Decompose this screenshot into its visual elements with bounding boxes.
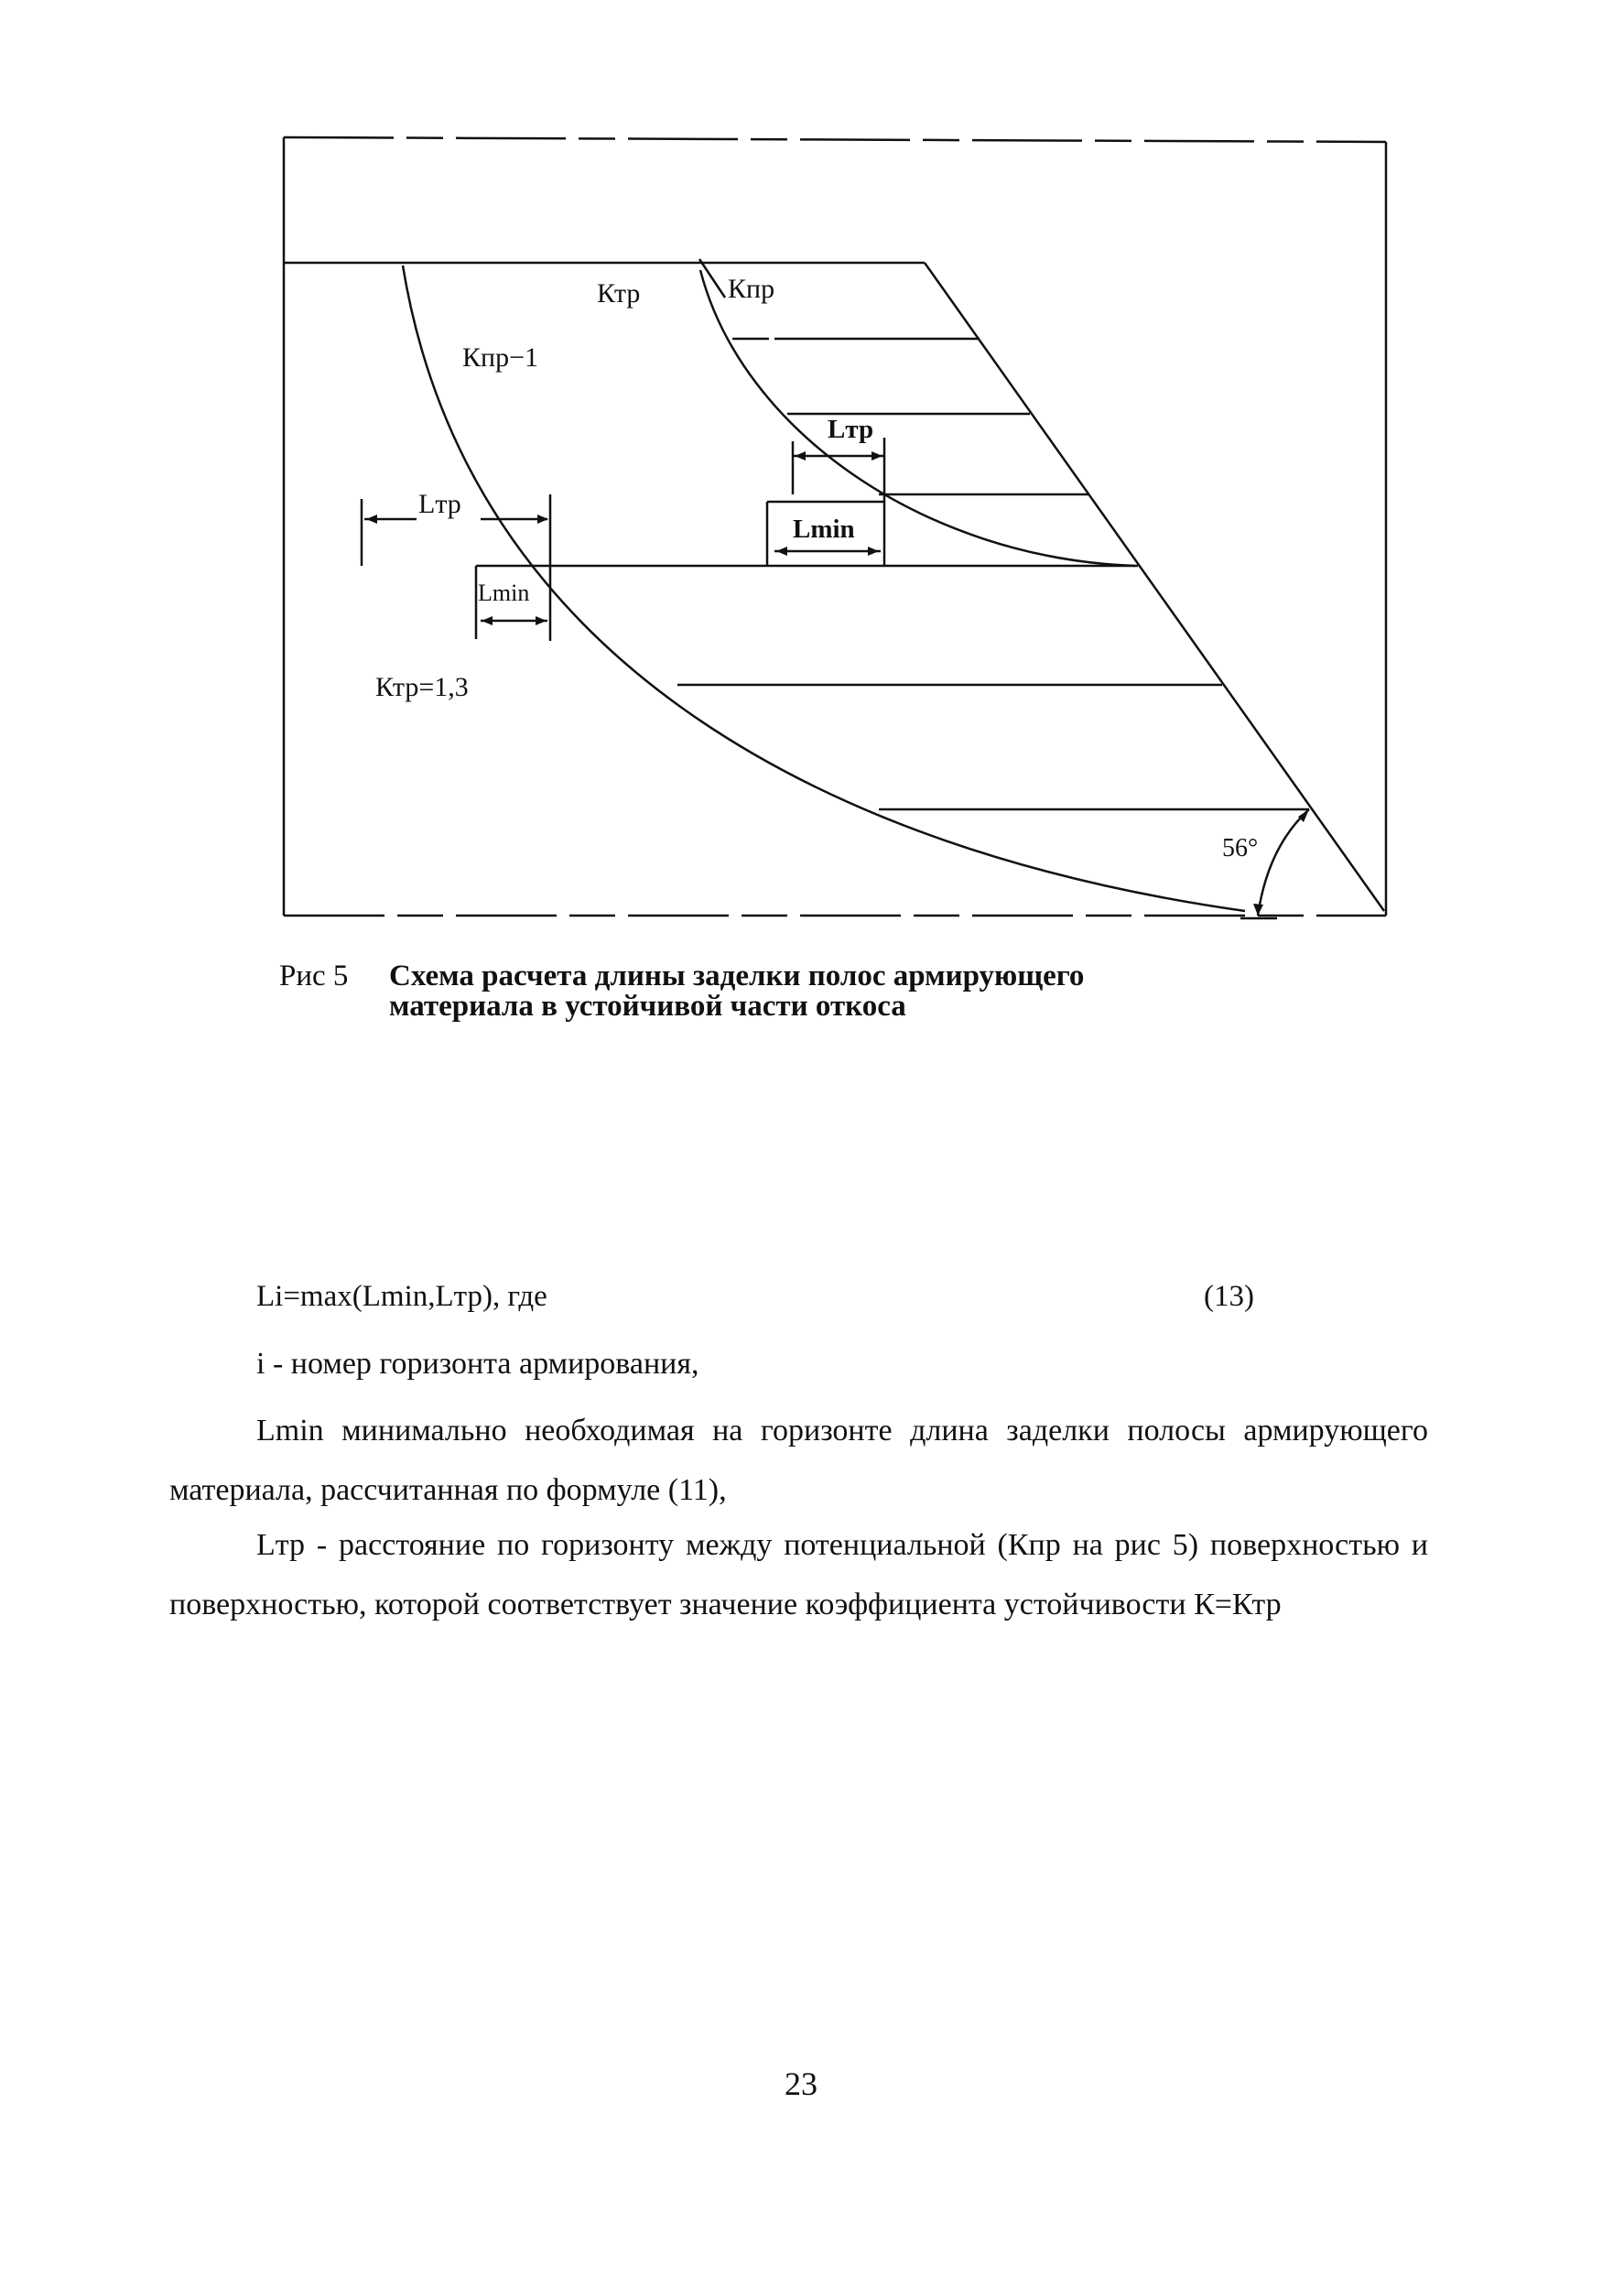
angle-arc: [1258, 809, 1309, 916]
definition-ltr: Lтр - расстояние по горизонту между потенциальной (Кпр на рис 5) поверхностью и поверхностью, которой соответствует значение коэффициента устойчивости К=Ктр: [169, 1528, 1428, 1621]
caption-number: Рис 5: [279, 960, 349, 992]
definition-i: i - номер горизонта армирования,: [256, 1347, 699, 1381]
slip-surface-kpr: [700, 270, 1135, 566]
label-lmin-upper: Lmin: [793, 515, 855, 544]
label-lmin-left: Lmin: [478, 580, 530, 606]
caption-line-1: Схема расчета длины заделки полос армирующего: [389, 960, 1085, 992]
arrowhead: [776, 547, 787, 556]
arrowhead: [872, 451, 882, 461]
equation-text: Li=max(Lmin,Lтр), где: [256, 1280, 547, 1313]
arrowhead: [482, 616, 493, 625]
label-ktr: Ктр: [597, 278, 641, 309]
arrowhead: [868, 547, 879, 556]
label-ltr-upper: Lтр: [828, 415, 874, 444]
frame-top-dashed: [284, 137, 1386, 142]
arrowhead: [1253, 904, 1263, 916]
definition-lmin: Lmin минимально необходимая на горизонте длина заделки полосы армирующего материала, рассчитанная по формуле (11),: [169, 1414, 1428, 1507]
equation-13: [256, 1280, 1254, 1317]
label-kpr: Кпр: [728, 274, 775, 304]
arrowhead: [366, 515, 377, 524]
label-kpr-1: Кпр−1: [462, 342, 538, 373]
figure-caption: [279, 961, 1286, 1022]
label-angle: 56°: [1222, 834, 1259, 862]
equation-number: (13): [1204, 1280, 1254, 1313]
label-ktr-value: Ктр=1,3: [375, 672, 469, 702]
page-number: 23: [785, 2066, 817, 2102]
label-ltr-left: Lтр: [418, 489, 461, 519]
caption-line-2: материала в устойчивой части откоса: [389, 990, 906, 1023]
slope-reinforcement-diagram: [0, 0, 1624, 952]
arrowhead: [536, 616, 547, 625]
arrowhead: [537, 515, 548, 524]
arrowhead: [795, 451, 806, 461]
slope-face: [925, 263, 1384, 911]
